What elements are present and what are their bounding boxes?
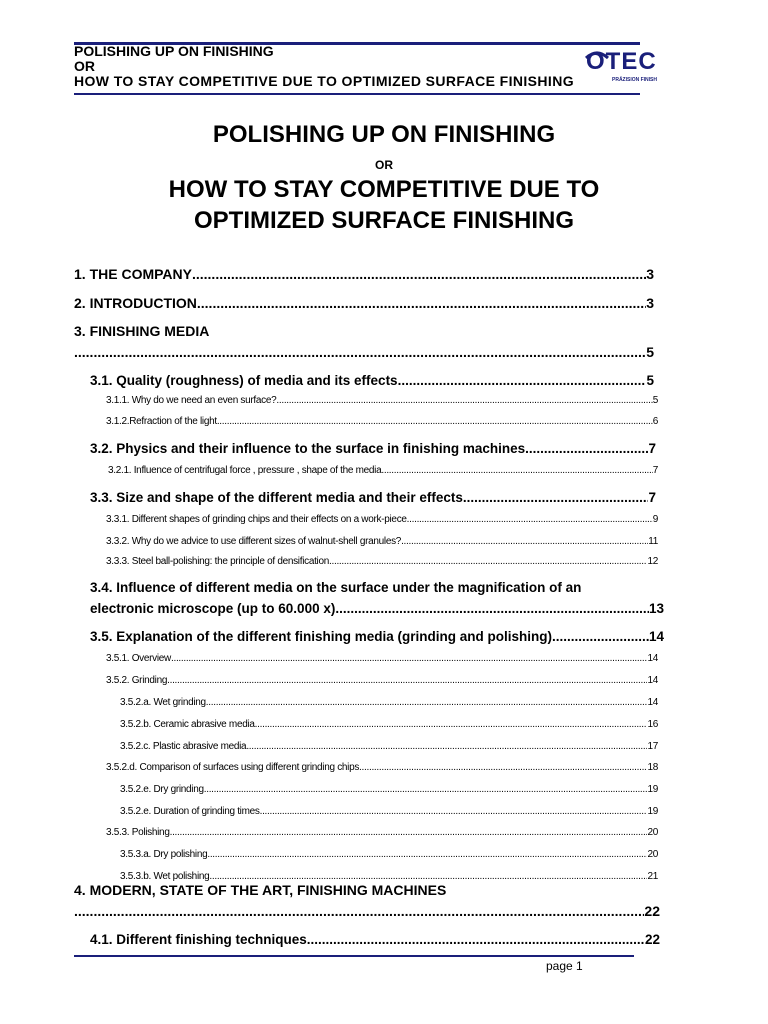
footer-rule [74,955,634,957]
toc-entry-page: 17 [647,741,658,752]
header-line-1: POLISHING UP ON FINISHING [74,43,274,59]
logo-wordmark: OTEC [586,48,657,75]
toc-entry-label: 3.5.3.a. Dry polishing [120,849,208,860]
toc-entry-label: 3.1.2.Refraction of the light [106,416,217,427]
page-number: page 1 [546,959,583,973]
toc-entry-page: 5 [646,344,654,360]
toc-entry[interactable] [106,675,658,686]
toc-entry-label: 2. INTRODUCTION [74,295,197,311]
toc-entry-page: 20 [647,849,658,860]
subtitle-line-2: OPTIMIZED SURFACE FINISHING [193,207,574,234]
toc-entry-label: 3.5.2. Grinding [106,675,168,686]
toc-entry-label[interactable]: 3.4. Influence of different media on the surface under the magnification of an [90,580,582,595]
toc-entry-label[interactable]: 4. MODERN, STATE OF THE ART, FINISHING MACHINES [74,882,447,898]
toc-entry[interactable] [106,827,658,838]
toc-entry-page: 9 [652,514,658,525]
toc-entry[interactable] [90,490,656,505]
toc-entry-page: 16 [647,719,658,730]
toc-entry-label: 3.3.1. Different shapes of grinding chips and their effects on a work-piece [106,514,407,525]
toc-entry-label: 1. THE COMPANY [74,266,192,282]
toc-entry[interactable] [120,806,658,817]
toc-entry-page: 22 [644,932,660,947]
page-subtitle [0,174,768,236]
toc-entry-label: 3.2. Physics and their influence to the surface in finishing machines [90,441,526,456]
toc-entry-label: 3.5.2.a. Wet grinding [120,697,206,708]
toc-entry[interactable] [106,762,658,773]
running-header [74,44,640,89]
toc-entry-page: 14 [647,653,658,664]
toc-entry[interactable] [106,416,658,427]
toc-entry[interactable] [106,556,658,567]
toc-entry[interactable] [90,601,664,616]
toc-entry[interactable] [74,344,654,360]
toc-entry[interactable] [74,903,660,919]
toc-entry[interactable] [90,932,660,947]
toc-entry-label: 3.5.2.c. Plastic abrasive media [120,741,247,752]
toc-entry[interactable] [108,465,658,476]
toc-entry-page: 22 [644,903,660,919]
toc-entry-page: 6 [652,416,658,427]
toc-entry-page: 11 [648,536,658,547]
toc-entry[interactable] [120,741,658,752]
toc-entry-label: 3.5.2.e. Dry grinding [120,784,204,795]
header-line-3: HOW TO STAY COMPETITIVE DUE TO OPTIMIZED SURFACE FINISHING [74,73,575,89]
toc-entry[interactable] [120,871,658,882]
toc-entry[interactable] [90,441,656,456]
toc-entry-label: 3.3.2. Why do we advice to use different sizes of walnut-shell granules? [106,536,402,547]
subtitle-line-1: HOW TO STAY COMPETITIVE DUE TO [168,176,600,203]
title-or: OR [375,158,393,172]
toc-entry-label: 3.2.1. Influence of centrifugal force , pressure , shape of the media [108,465,382,476]
toc-entry-label: 3.5. Explanation of the different finishing media (grinding and polishing) [90,629,553,644]
toc-entry[interactable] [120,784,658,795]
toc-entry-page: 7 [648,490,656,505]
toc-entry-page: 20 [647,827,658,838]
toc-entry-page: 14 [647,697,658,708]
toc-entry-page: 14 [648,629,664,644]
toc-entry-label: 3.1.1. Why do we need an even surface? [106,395,277,406]
toc-entry-label: 3.5.3.b. Wet polishing [120,871,210,882]
toc-entry-page: 5 [652,395,658,406]
header-bottom-rule [74,93,640,95]
toc-entry-page: 14 [647,675,658,686]
toc-entry[interactable] [90,373,654,388]
toc-entry-page: 19 [647,806,658,817]
toc-entry-page: 21 [647,871,658,882]
toc-entry[interactable] [120,697,658,708]
header-line-2: OR [74,58,95,74]
toc-entry-label: 3.3.3. Steel ball-polishing: the principle of densification [106,556,330,567]
toc-entry-label: 3.3. Size and shape of the different media and their effects [90,490,463,505]
logo-tagline: PRÄZISION FINISH [612,77,658,83]
toc-entry-label: 3.5.2.e. Duration of grinding times [120,806,260,817]
toc-entry-page: 7 [648,441,656,456]
toc-entry-page: 7 [652,465,658,476]
toc-entry-label: 4.1. Different finishing techniques [90,932,307,947]
toc-entry-label: 3.1. Quality (roughness) of media and its effects [90,373,398,388]
toc-entry[interactable] [106,653,658,664]
toc-entry[interactable] [120,849,658,860]
toc-entry-label-continued: electronic microscope (up to 60.000 x) [90,601,336,616]
toc-entry[interactable] [90,629,664,644]
toc-entry-page: 5 [646,373,654,388]
toc-entry[interactable] [74,295,654,311]
toc-entry-label[interactable]: 3. FINISHING MEDIA [74,323,210,339]
toc-entry-page: 19 [647,784,658,795]
toc-entry-label: 3.5.3. Polishing [106,827,170,838]
page-title: POLISHING UP ON FINISHING [212,121,556,148]
toc-entry-label: 3.5.1. Overview [106,653,171,664]
toc-entry[interactable] [120,719,658,730]
toc-entry-page: 13 [648,601,664,616]
toc-entry[interactable] [106,536,658,547]
toc-entry-page: 12 [647,556,658,567]
otec-logo [578,44,698,84]
toc-entry-page: 3 [646,295,654,311]
toc-entry-label: 3.5.2.b. Ceramic abrasive media [120,719,255,730]
toc-entry-page: 18 [647,762,658,773]
toc-entry[interactable] [74,266,654,282]
toc-entry-page: 3 [646,266,654,282]
toc-entry[interactable] [106,514,658,525]
toc-entry-label: 3.5.2.d. Comparison of surfaces using different grinding chips [106,762,360,773]
toc-entry[interactable] [106,395,658,406]
